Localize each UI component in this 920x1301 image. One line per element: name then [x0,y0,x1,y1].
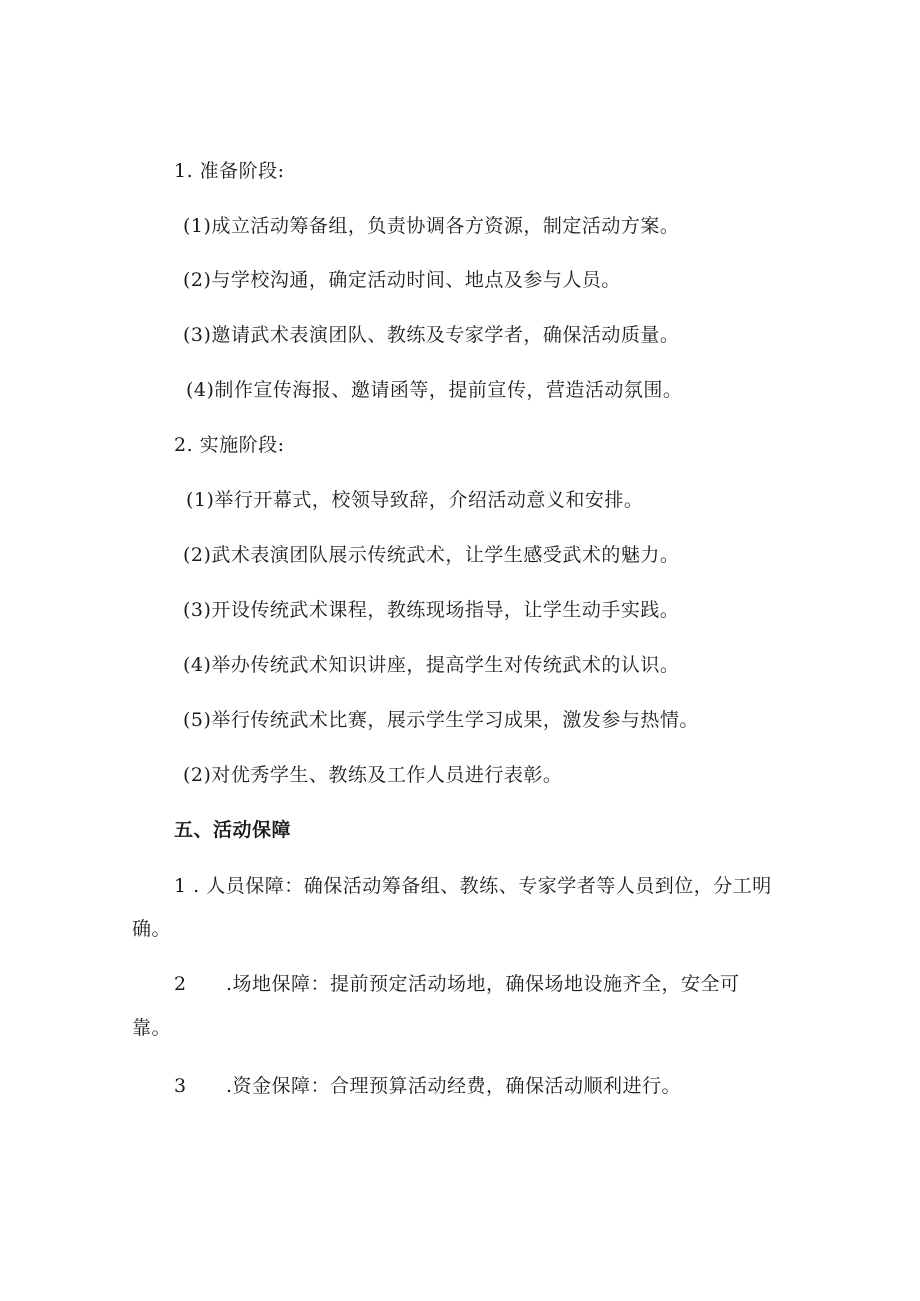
guarantee-item-1-text: 人员保障：确保活动筹备组、教练、专家学者等人员到位，分工明 [206,875,772,897]
guarantee-item-1 [174,873,772,899]
impl-item-1: (1)举行开幕式，校领导致辞，介绍活动意义和安排。 [186,489,644,511]
guarantee-item-2-cont: 靠。 [132,1017,172,1039]
guarantee-item-3-number: 3 [174,1075,187,1097]
guarantee-item-2-number: 2 [174,973,187,995]
impl-item-6: (2)对优秀学生、教练及工作人员进行表彰。 [183,764,563,786]
guarantee-item-1-sep: . [186,875,207,897]
guarantee-item-1-number: 1 [174,875,187,897]
guarantee-item-1-cont: 确。 [132,918,172,940]
impl-heading: 2. 实施阶段: [174,434,285,456]
impl-item-3: (3)开设传统武术课程，教练现场指导，让学生动手实践。 [183,599,680,621]
prep-item-4: (4)制作宣传海报、邀请函等，提前宣传，营造活动氛围。 [186,379,683,401]
guarantee-item-2 [226,971,740,997]
prep-heading: 1. 准备阶段: [174,160,285,182]
guarantee-item-3 [226,1073,681,1099]
guarantee-item-3-sep: . [226,1075,233,1097]
impl-item-2: (2)武术表演团队展示传统武术，让学生感受武术的魅力。 [183,544,680,566]
impl-item-4: (4)举办传统武术知识讲座，提高学生对传统武术的认识。 [183,654,680,676]
section5-title: 五、活动保障 [174,819,292,841]
prep-item-2: (2)与学校沟通，确定活动时间、地点及参与人员。 [183,269,621,291]
guarantee-item-3-text: 资金保障：合理预算活动经费，确保活动顺利进行。 [232,1075,682,1097]
prep-item-1: (1)成立活动筹备组，负责协调各方资源，制定活动方案。 [183,215,680,237]
prep-item-3: (3)邀请武术表演团队、教练及专家学者，确保活动质量。 [183,324,680,346]
impl-item-5: (5)举行传统武术比赛，展示学生学习成果，激发参与热情。 [183,709,699,731]
guarantee-item-2-sep: . [226,973,233,995]
guarantee-item-2-text: 场地保障：提前预定活动场地，确保场地设施齐全，安全可 [232,973,740,995]
